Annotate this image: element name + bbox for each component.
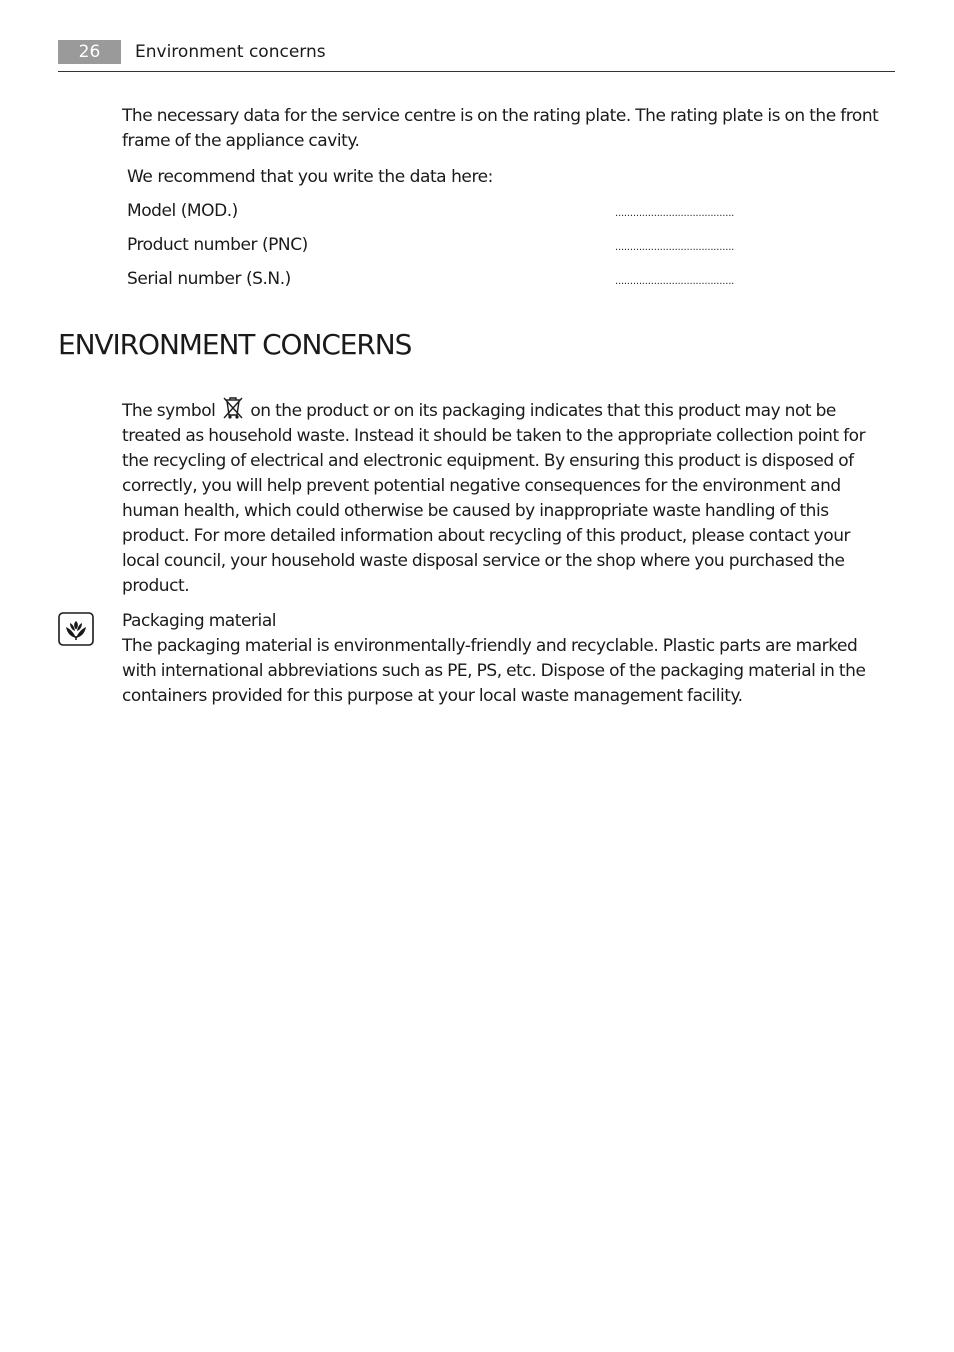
field-label-serial-number: Serial number (S.N.) — [127, 269, 291, 289]
environment-leaf-icon — [58, 612, 94, 646]
field-blank-product-number: ........................................ — [615, 242, 735, 253]
weee-paragraph-body: on the product or on its packaging indicates that this product may not be treated as household waste. Instead it should be taken to the appropriate collection point for the recycling of electrical and electronic equipment. By ensuring this product is disposed of correctly, you will help prevent potential negative consequences for the environment and human health, which could otherwise be caused by inappropriate waste handling of this product. For more detailed information about recycling of this product, please contact your local council, your household waste disposal service or the shop where you purchased the product. — [122, 401, 866, 596]
field-row-model — [127, 198, 787, 224]
field-blank-model: ........................................ — [615, 208, 735, 219]
field-label-product-number: Product number (PNC) — [127, 235, 308, 255]
weee-paragraph — [122, 396, 890, 599]
packaging-body: The packaging material is environmentally-friendly and recyclable. Plastic parts are marked with international abbreviations such as PE, PS, etc. Dispose of the packaging material in the containers provided for this purpose at your local waste management facility. — [122, 636, 866, 706]
field-row-serial-number — [127, 266, 787, 292]
page-number: 26 — [58, 40, 121, 64]
recommend-text: We recommend that you write the data here: — [127, 167, 493, 187]
field-row-product-number — [127, 232, 787, 258]
field-blank-serial-number: ........................................ — [615, 276, 735, 287]
weee-paragraph-prefix: The symbol — [122, 401, 216, 421]
packaging-title: Packaging material — [122, 611, 277, 631]
page-header — [58, 40, 895, 72]
section-title: ENVIRONMENT CONCERNS — [58, 328, 412, 361]
rating-plate-paragraph: The necessary data for the service centre is on the rating plate. The rating plate is on the front frame of the appliance cavity. — [122, 106, 879, 151]
field-label-model: Model (MOD.) — [127, 201, 238, 221]
packaging-paragraph — [122, 609, 890, 709]
recommend-line — [127, 164, 787, 190]
header-section-title: Environment concerns — [135, 42, 326, 62]
crossed-out-wheelie-bin-icon — [222, 396, 244, 420]
